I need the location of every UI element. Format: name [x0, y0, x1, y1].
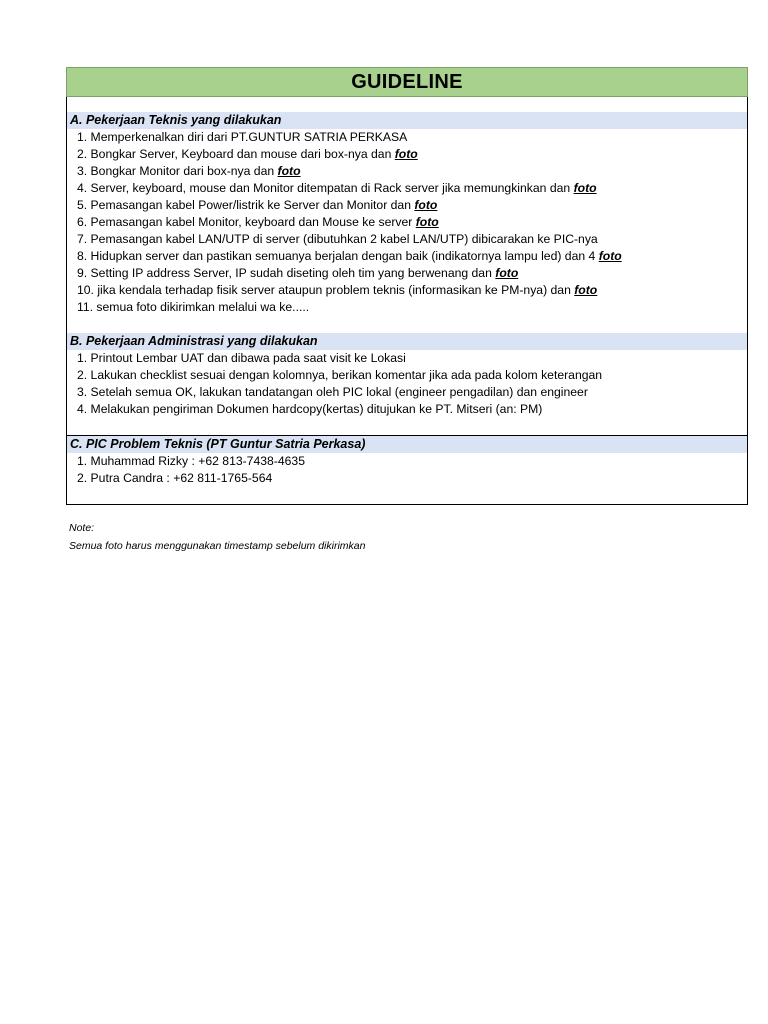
list-item: 7. Pemasangan kabel LAN/UTP di server (dibutuhkan 2 kabel LAN/UTP) dibicarakan ke PIC-nya [77, 232, 598, 246]
section-c-heading: C. PIC Problem Teknis (PT Guntur Satria Perkasa) [67, 436, 747, 453]
foto-link: foto [598, 249, 622, 263]
list-item: 2. Bongkar Server, Keyboard dan mouse dari box-nya dan foto [77, 147, 418, 161]
list-item: 10. jika kendala terhadap fisik server ataupun problem teknis (informasikan ke PM-nya) dan foto [77, 283, 598, 297]
foto-link: foto [415, 215, 439, 229]
spacer [67, 418, 747, 435]
list-item: 5. Pemasangan kabel Power/listrik ke Server dan Monitor dan foto [77, 198, 438, 212]
list-item: 4. Server, keyboard, mouse dan Monitor ditempatan di Rack server jika memungkinkan dan foto [77, 181, 597, 195]
section-b-heading: B. Pekerjaan Administrasi yang dilakukan [67, 333, 747, 350]
foto-link: foto [574, 283, 598, 297]
section-a [67, 97, 747, 436]
guideline-box [66, 97, 748, 505]
list-item: 6. Pemasangan kabel Monitor, keyboard dan Mouse ke server foto [77, 215, 439, 229]
list-item: 9. Setting IP address Server, IP sudah diseting oleh tim yang berwenang dan foto [77, 266, 519, 280]
list-item: 11. semua foto dikirimkan melalui wa ke..... [77, 300, 310, 314]
list-item: 2. Putra Candra : +62 811-1765-564 [77, 471, 273, 485]
list-item: 4. Melakukan pengiriman Dokumen hardcopy(kertas) ditujukan ke PT. Mitseri (an: PM) [77, 402, 543, 416]
list-item: 1. Printout Lembar UAT dan dibawa pada saat visit ke Lokasi [77, 351, 406, 365]
foto-link: foto [394, 147, 418, 161]
spacer [67, 316, 747, 333]
section-a-heading: A. Pekerjaan Teknis yang dilakukan [67, 112, 747, 129]
note-label: Note: [69, 522, 95, 534]
list-item: 1. Memperkenalkan diri dari PT.GUNTUR SATRIA PERKASA [77, 130, 408, 144]
section-c [67, 436, 747, 504]
foto-link: foto [414, 198, 438, 212]
guideline-sheet [66, 67, 748, 505]
guideline-title: GUIDELINE [66, 67, 748, 97]
note-text: Semua foto harus menggunakan timestamp sebelum dikirimkan [69, 540, 366, 552]
list-item: 3. Setelah semua OK, lakukan tandatangan oleh PIC lokal (engineer pengadilan) dan engineer [77, 385, 588, 399]
foto-link: foto [495, 266, 519, 280]
list-item: 8. Hidupkan server dan pastikan semuanya berjalan dengan baik (indikatornya lampu led) dan 4 foto [77, 249, 622, 263]
list-item: 3. Bongkar Monitor dari box-nya dan foto [77, 164, 301, 178]
foto-link: foto [573, 181, 597, 195]
list-item: 2. Lakukan checklist sesuai dengan kolomnya, berikan komentar jika ada pada kolom keterangan [77, 368, 603, 382]
list-item: 1. Muhammad Rizky : +62 813-7438-4635 [77, 454, 305, 468]
foto-link: foto [277, 164, 301, 178]
